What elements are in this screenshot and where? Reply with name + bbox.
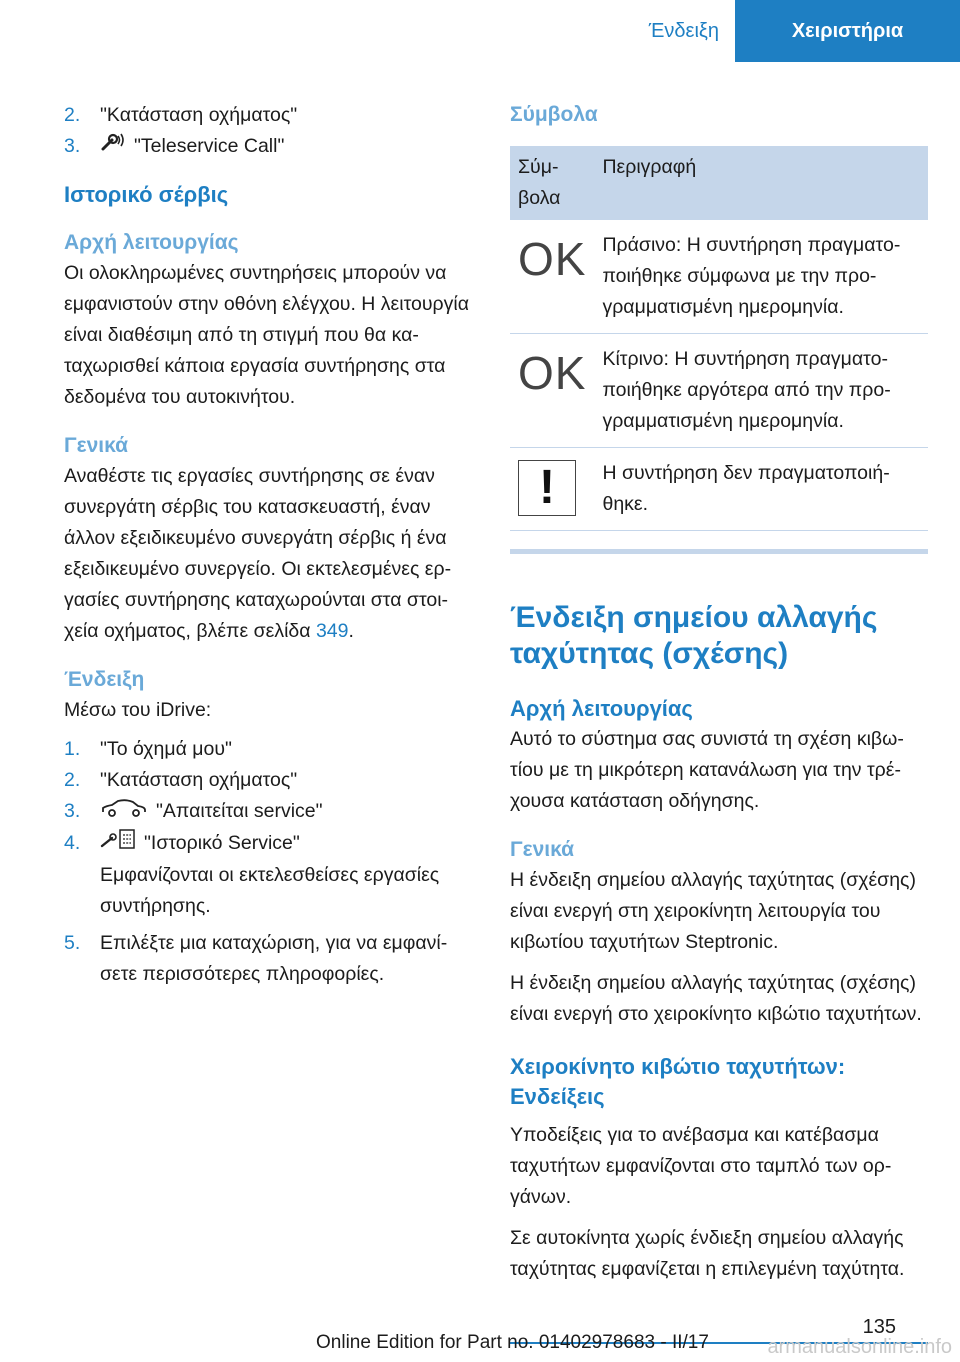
col-symbol-header: Σύμβολα [510,146,594,220]
tab-controls[interactable]: Χειριστήρια [735,0,960,62]
list-item [64,765,470,796]
wrench-signal-icon [100,131,126,162]
header-tabs [633,0,960,62]
list-text: "Το όχημά μου" [100,738,232,761]
display-intro: Μέσω του iDrive: [64,699,212,722]
principle-text: Οι ολοκληρωμένες συντηρήσεις μπορούν να εμφανιστούν στην οθόνη ελέγχου. Η λειτουργία είναι διαθέσιμη από τη στιγμή που θα καταχωρισθεί κάποια εργασία συντήρησης στα δεδομένα του αυτοκινήτου. [64,262,469,409]
watermark: armanualsonline.info [767,1336,952,1358]
description-cell: Κίτρινο: Η συντήρηση πραγματοποιήθηκε αργότερα από την προγραμματισμένη ημερομηνία. [594,334,928,448]
list-text: "Teleservice Call" [134,135,285,157]
manual-p2: Σε αυτοκίνητα χωρίς ένδιεξη σημείου αλλαγής ταχύτητας εμφανίζεται η επιλεγμένη ταχύτητα. [510,1227,905,1280]
service-history-icon [100,828,136,860]
heading-general-right: Γενικά [510,838,575,861]
list-number: 4. [64,831,81,854]
heading-display: Ένδειξη [64,668,145,692]
list-item [64,828,470,860]
general-p1: Η ένδειξη σημείου αλλαγής ταχύτητας (σχέσης) είναι ενεργή στη χειροκίνητη λειτουργία του κιβωτίου ταχυτήτων Steptronic. [510,869,916,953]
list-item [64,734,470,765]
list-item-note: Εμφανίζονται οι εκτελεσθείσες εργασίες συντήρησης. [100,863,440,917]
manual-p1: Υποδείξεις για το ανέβασμα και κατέβασμα ταχυτήτων εμφανίζονται στο ταμπλό των οργάνων. [510,1124,892,1208]
list-number: 3. [64,800,81,823]
table-row [510,448,928,531]
left-column [64,100,470,990]
warning-symbol: ! [539,461,555,514]
list-number: 5. [64,931,81,954]
symbol-cell [510,448,594,531]
description-cell: Πράσινο: Η συντήρηση πραγματοποιήθηκε σύμφωνα με την προγραμματισμένη ημερομηνία. [594,220,928,334]
page-number: 135 [862,1316,896,1338]
list-number: 1. [64,738,81,761]
table-header-row [510,146,928,220]
general-text [64,461,470,647]
description-cell: Η συντήρηση δεν πραγματοποιήθηκε. [594,448,928,531]
symbol-cell [510,220,594,334]
list-text: "Απαιτείται service" [156,800,323,823]
list-number: 2. [64,769,81,792]
tab-display[interactable]: Ένδειξη [648,19,719,42]
steps-list-idrive [64,734,470,989]
table-row [510,220,928,334]
list-item [64,796,470,827]
heading-principle-right: Αρχή λειτουργίας [510,696,693,721]
heading-principle: Αρχή λειτουργίας [64,231,239,255]
list-text: Επιλέξτε μια καταχώριση, για να εμφανίσετε περισσότερες πληροφορίες. [100,931,448,985]
col-description-header: Περιγραφή [594,146,928,220]
general-text-end: . [348,620,354,643]
warning-symbol-icon [518,460,576,516]
list-item [64,131,470,162]
list-item [64,928,470,990]
list-text: "Κατάσταση οχήματος" [100,104,298,126]
symbol-cell [510,334,594,448]
list-item [64,100,470,131]
heading-general: Γενικά [64,434,129,458]
heading-symbols: Σύμβολα [510,103,598,126]
symbols-table [510,146,928,531]
list-text: "Ιστορικό Service" [144,831,300,854]
car-icon [100,797,148,828]
section-title-history: Ιστορικό σέρβις [64,182,229,208]
principle-text-right: Αυτό το σύστημα σας συνιστά τη σχέση κιβωτίου με τη μικρότερη κατανάλωση για την τρέχουσα κατάσταση οδήγησης. [510,728,904,812]
section-title-shift-indicator: Ένδειξη σημείου αλλαγής ταχύτητας (σχέσης) [510,601,878,670]
ok-yellow-symbol: OK [518,347,587,399]
steps-list-top [64,100,470,162]
list-number: 3. [64,135,81,157]
general-p2: Η ένδειξη σημείου αλλαγής ταχύτητας (σχέσης) είναι ενεργή στο χειροκίνητο κιβώτιο ταχυτήτων. [510,972,922,1025]
table-row [510,334,928,448]
list-number: 2. [64,104,81,126]
table-end-rule [510,549,928,554]
general-text-body: Αναθέστε τις εργασίες συντήρησης σε έναν συνεργάτη σέρβις του κατασκευαστή, έναν άλλον εξειδικευμένο συνεργάτη σέρβις ή ένα εξειδικευμένο συνεργείο. Οι εκτελεσμένες εργασίες συντήρησης καταχωρούνται στα στοιχεία οχήματος, βλέπε σελίδα [64,465,452,643]
edition-note: Online Edition for Part no. 01402978683 - II/17 [316,1332,709,1353]
ok-green-symbol: OK [518,233,587,285]
right-column [510,100,928,1285]
list-text: "Κατάσταση οχήματος" [100,769,298,792]
heading-manual-gearbox: Χειροκίνητο κιβώτιο ταχυτήτων: Ενδείξεις [510,1054,846,1109]
page-link[interactable]: 349 [315,620,349,643]
